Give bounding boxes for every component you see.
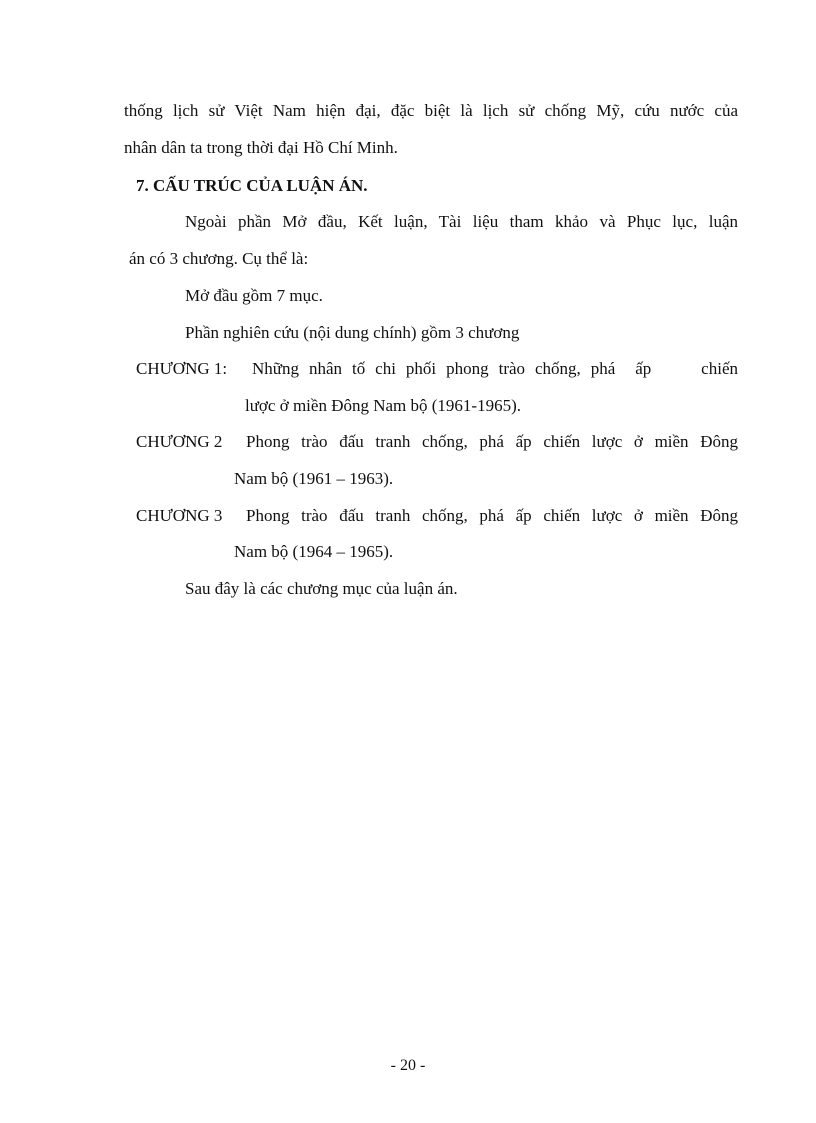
chapter-title: Phong trào đấu tranh chống, phá ấp chiến lược ở miền Đông: [246, 432, 738, 451]
intro-line: Ngoài phần Mở đầu, Kết luận, Tài liệu tham khảo và Phục lục, luận: [185, 212, 738, 231]
paragraph-line: nhân dân ta trong thời đại Hồ Chí Minh.: [124, 138, 398, 157]
chapter-label: CHƯƠNG 3: [136, 506, 223, 525]
research-part-line: Phần nghiên cứu (nội dung chính) gồm 3 chương: [185, 323, 520, 342]
chapter-title: Những nhân tố chi phối phong trào chống, phá ấp chiến: [252, 359, 738, 378]
chapter-entry: [136, 432, 738, 452]
page-number: - 20 -: [390, 1057, 426, 1074]
section-heading: 7. CẤU TRÚC CỦA LUẬN ÁN.: [136, 176, 368, 195]
chapter-title-continuation: Nam bộ (1961 – 1963).: [234, 469, 394, 488]
chapter-title-continuation: lược ở miền Đông Nam bộ (1961-1965).: [245, 396, 522, 415]
chapter-entry: [136, 506, 738, 526]
intro-line: án có 3 chương. Cụ thể là:: [129, 249, 309, 268]
closing-line: Sau đây là các chương mục của luận án.: [185, 579, 458, 598]
paragraph-line: thống lịch sử Việt Nam hiện đại, đặc biệt là lịch sử chống Mỹ, cứu nước của: [124, 101, 738, 120]
chapter-label: CHƯƠNG 2: [136, 432, 223, 451]
chapter-label: CHƯƠNG 1:: [136, 359, 228, 378]
chapter-title: Phong trào đấu tranh chống, phá ấp chiến lược ở miền Đông: [246, 506, 738, 525]
opening-line: Mở đầu gồm 7 mục.: [185, 286, 323, 305]
chapter-title-continuation: Nam bộ (1964 – 1965).: [234, 542, 394, 561]
chapter-entry: [136, 359, 738, 379]
